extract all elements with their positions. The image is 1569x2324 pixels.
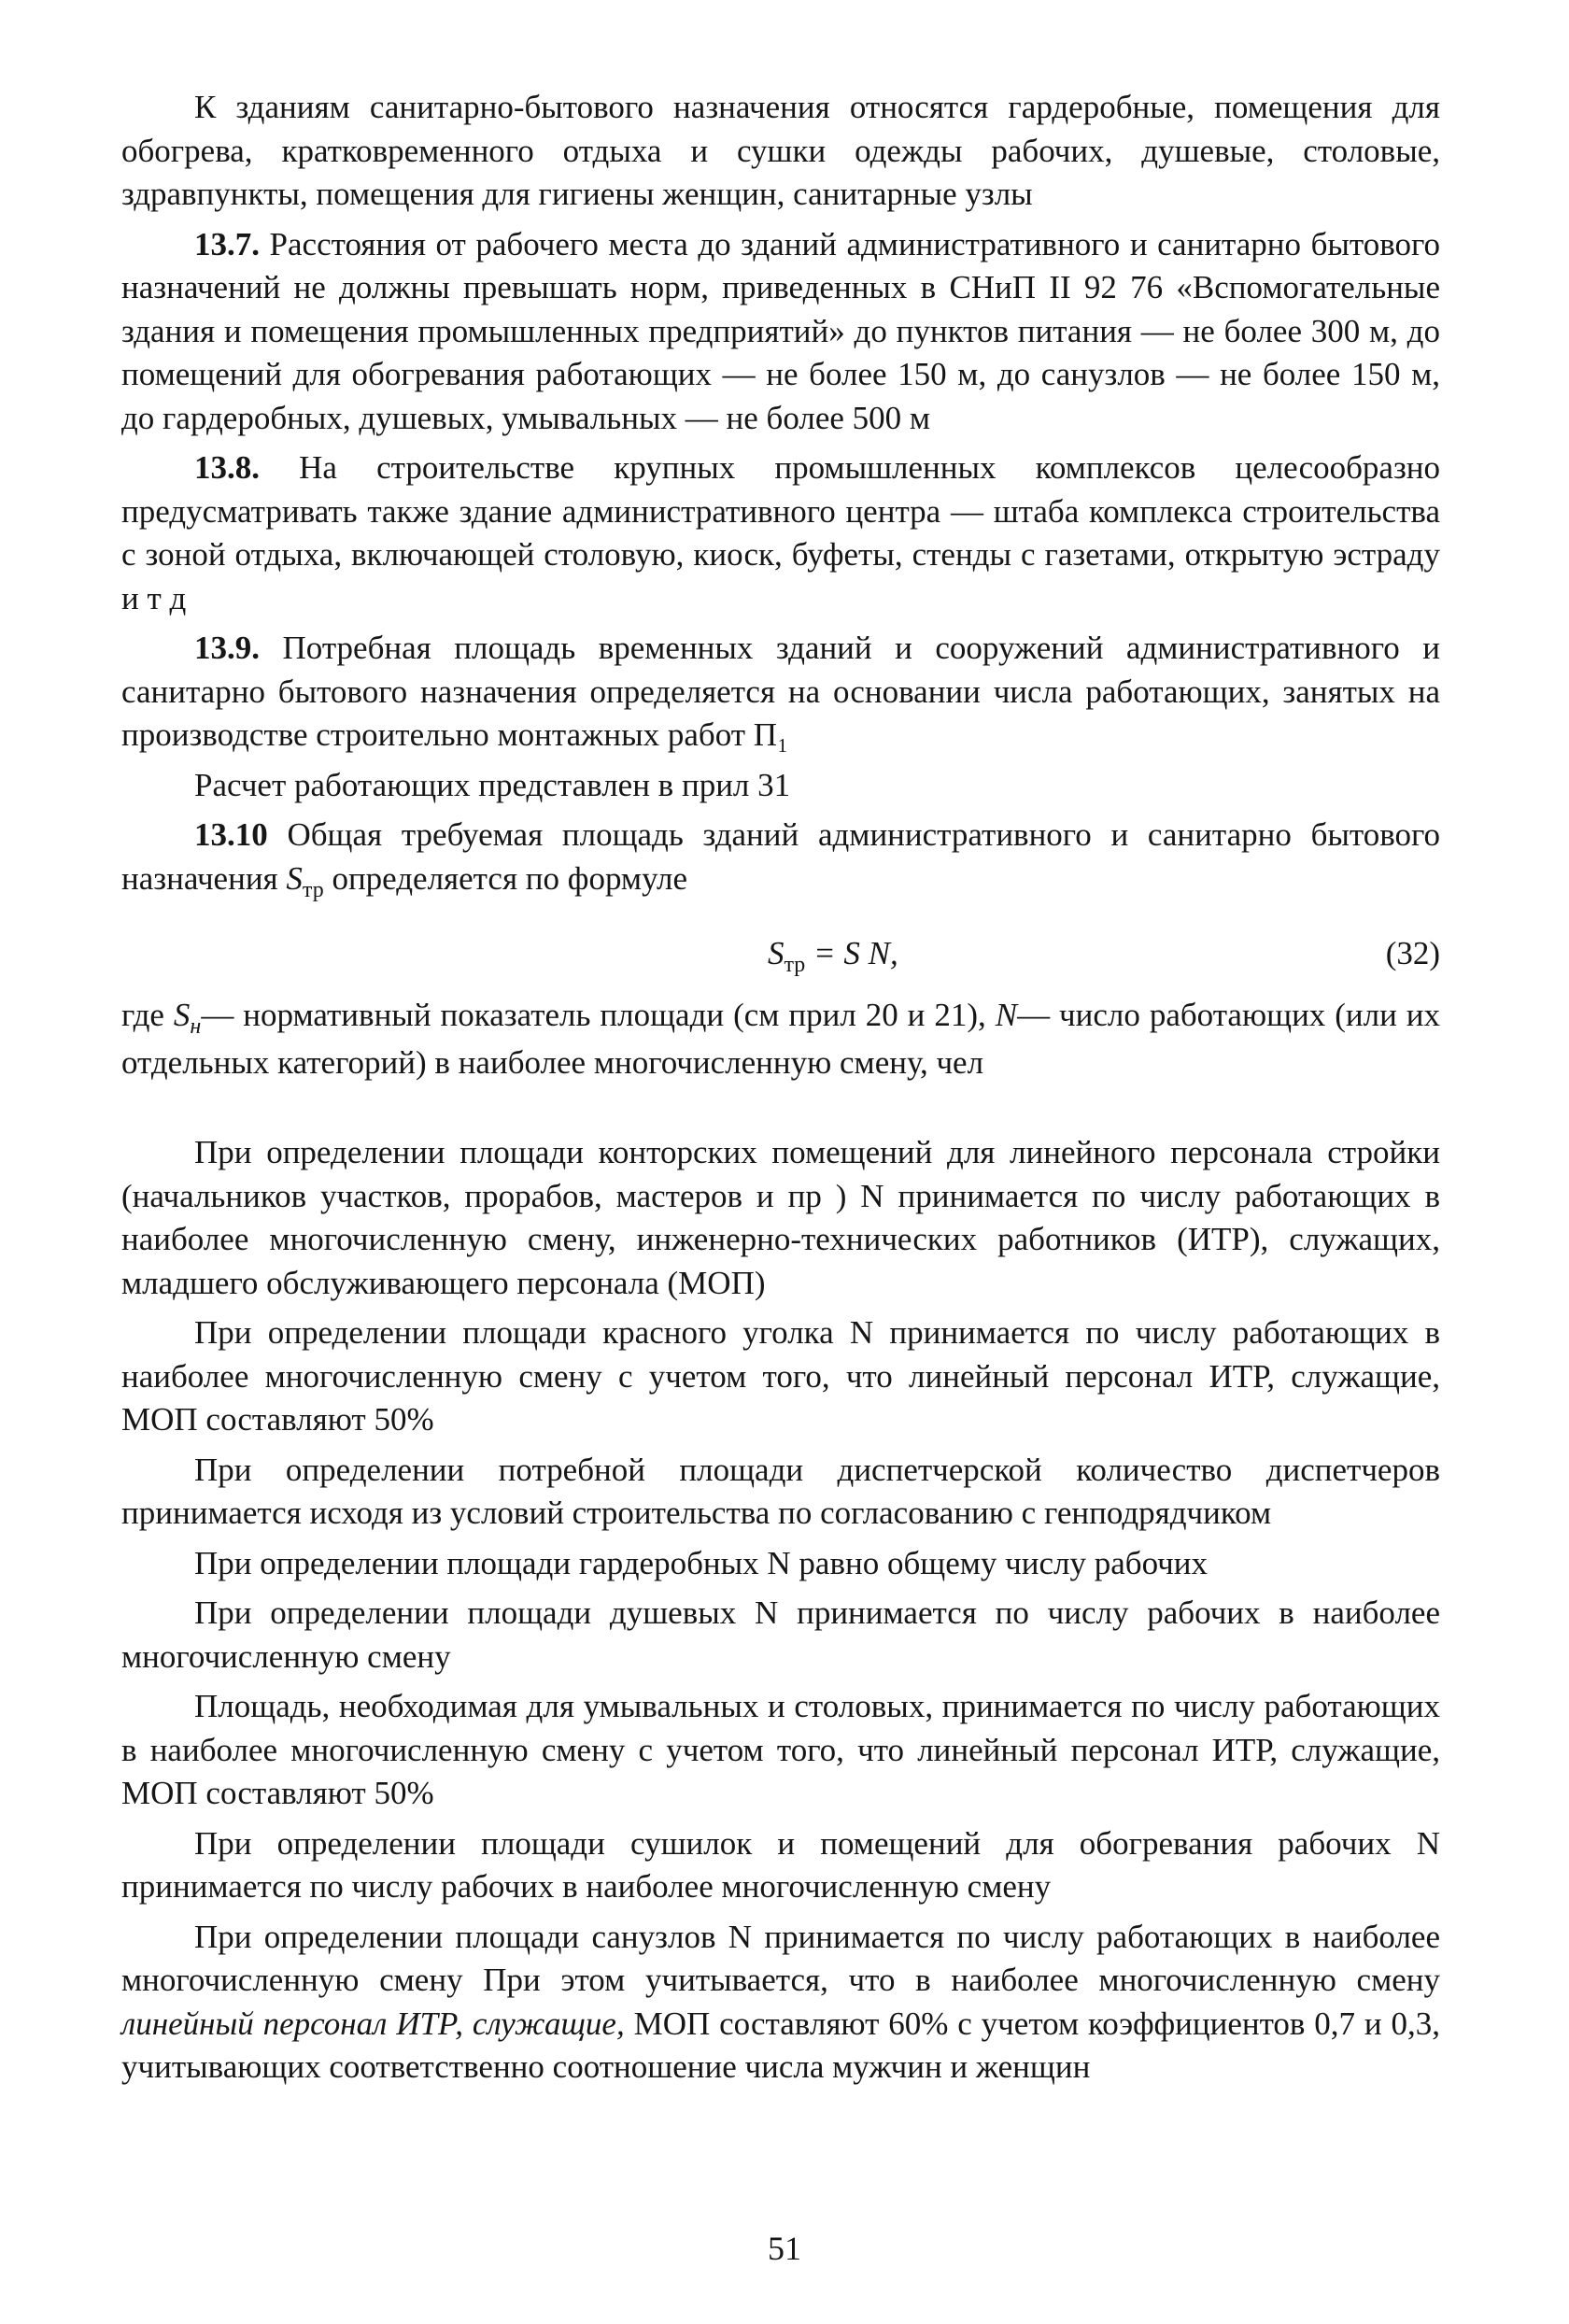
formula-rhs: = S N, [813, 935, 898, 971]
symbol-s: S [286, 859, 303, 897]
paragraph-dryers: При определении площади сушилок и помещений для обогревания рабочих N принимается по числу рабочих в наиболее многочисленную смену [121, 1824, 1440, 1905]
where-text-1: — нормативный показатель площади (см прил 20 и 21), [201, 997, 986, 1033]
paragraph-dispatch: При определении потребной площади диспетчерской количество диспетчеров принимается исходя из условий строительства по согласованию с генподрядчиком [121, 1451, 1440, 1531]
paragraph-text: определяется по формуле [332, 859, 688, 897]
paragraph-text: Потребная площадь временных зданий и сооружений административного и санитарно бытового назначения определяется на основании числа работающих, занятых на производстве строительно монтажных работ П₁ [121, 630, 1440, 753]
formula-lhs: S [768, 935, 784, 971]
paragraph-13-8 [121, 446, 1440, 620]
formula-body [768, 932, 898, 980]
paragraph-13-9 [121, 627, 1440, 758]
where-text-2: — число работающих (или их отдельных категорий) в наиболее многочисленную смену, чел [121, 997, 1441, 1081]
section-number: 13.10 [194, 816, 268, 853]
paragraph-red-corner: При определении площади красного уголка N принимается по числу работающих в наиболее многочисленную смену с учетом того, что линейный персонал ИТР, служащие, МОП составляют 50% [121, 1314, 1440, 1438]
paragraph-washrooms: Площадь, необходимая для умывальных и столовых, принимается по числу работающих в наиболее многочисленную смену с учетом того, что линейный персонал ИТР, служащие, МОП составляют 50% [121, 1688, 1440, 1811]
toilets-text-1: При определении площади санузлов N принимается по числу работающих в наиболее многочисленную смену При этом учитывается, что в наиболее многочисленную смену [121, 1918, 1440, 1998]
page-number: 51 [768, 2230, 801, 2267]
symbol-sn-subscript: н [190, 1014, 202, 1039]
symbol-sn: S [173, 997, 191, 1033]
section-number: 13.7. [194, 225, 260, 262]
symbol-n: N [995, 997, 1018, 1033]
paragraph-calc-note: Расчет работающих представлен в прил 31 [194, 766, 791, 803]
where-lead: где [121, 997, 164, 1033]
paragraph-office: При определении площади конторских помещений для линейного персонала стройки (начальников участков, прорабов, мастеров и пр ) N принимается по числу работающих в наиболее многочисленную смену, инженерно-технических работников (ИТР), служащих, младшего обслуживающего персонала (МОП) [121, 1134, 1440, 1301]
paragraph-where [121, 994, 1440, 1084]
symbol-subscript: тр [302, 877, 324, 902]
paragraph-showers: При определении площади душевых N принимается по числу рабочих в наиболее многочисленную смену [121, 1594, 1440, 1675]
section-number: 13.8. [194, 449, 260, 486]
paragraph-text: На строительстве крупных промышленных комплексов целесообразно предусматривать также здание административного центра — штаба комплекса строительства с зоной отдыха, включающей столовую, киоск, буфеты, стенды с газетами, открытую эстраду и т д [121, 449, 1441, 616]
paragraph-text: Расстояния от рабочего места до зданий административного и санитарно бытового назначений не должны превышать норм, приведенных в СНиП II 92 76 «Вспомогательные здания и помещения промышленных предприятий» до пунктов питания — не более 300 м, до помещений для обогревания работающих — не более 150 м, до санузлов — не более 150 м, до гардеробных, душевых, умывальных — не более 500 м [121, 225, 1441, 436]
toilets-text-2: МОП составляют 60% с учетом коэффициентов 0,7 и 0,3, учитывающих соответственно соотношение числа мужчин и женщин [121, 2005, 1440, 2085]
paragraph-wardrobe: При определении площади гардеробных N равно общему числу рабочих [194, 1544, 1208, 1581]
toilets-italic: линейный персонал ИТР, служащие, [121, 2005, 625, 2042]
paragraph-intro: К зданиям санитарно-бытового назначения относятся гардеробные, помещения для обогрева, кратковременного отдыха и сушки одежды рабочих, душевые, столовые, здравпункты, помещения для гигиены женщин, санитарные узлы [121, 89, 1440, 212]
paragraph-toilets [121, 1916, 1440, 2090]
section-number: 13.9. [194, 630, 260, 666]
formula-32 [121, 932, 1440, 990]
formula-lhs-subscript: тр [784, 953, 806, 977]
paragraph-13-10 [121, 814, 1440, 904]
paragraph-text: Общая требуемая площадь зданий административного и санитарно бытового назначения [121, 816, 1440, 897]
document-page [121, 86, 1440, 2090]
formula-number: (32) [1385, 935, 1440, 971]
paragraph-13-7 [121, 223, 1440, 441]
